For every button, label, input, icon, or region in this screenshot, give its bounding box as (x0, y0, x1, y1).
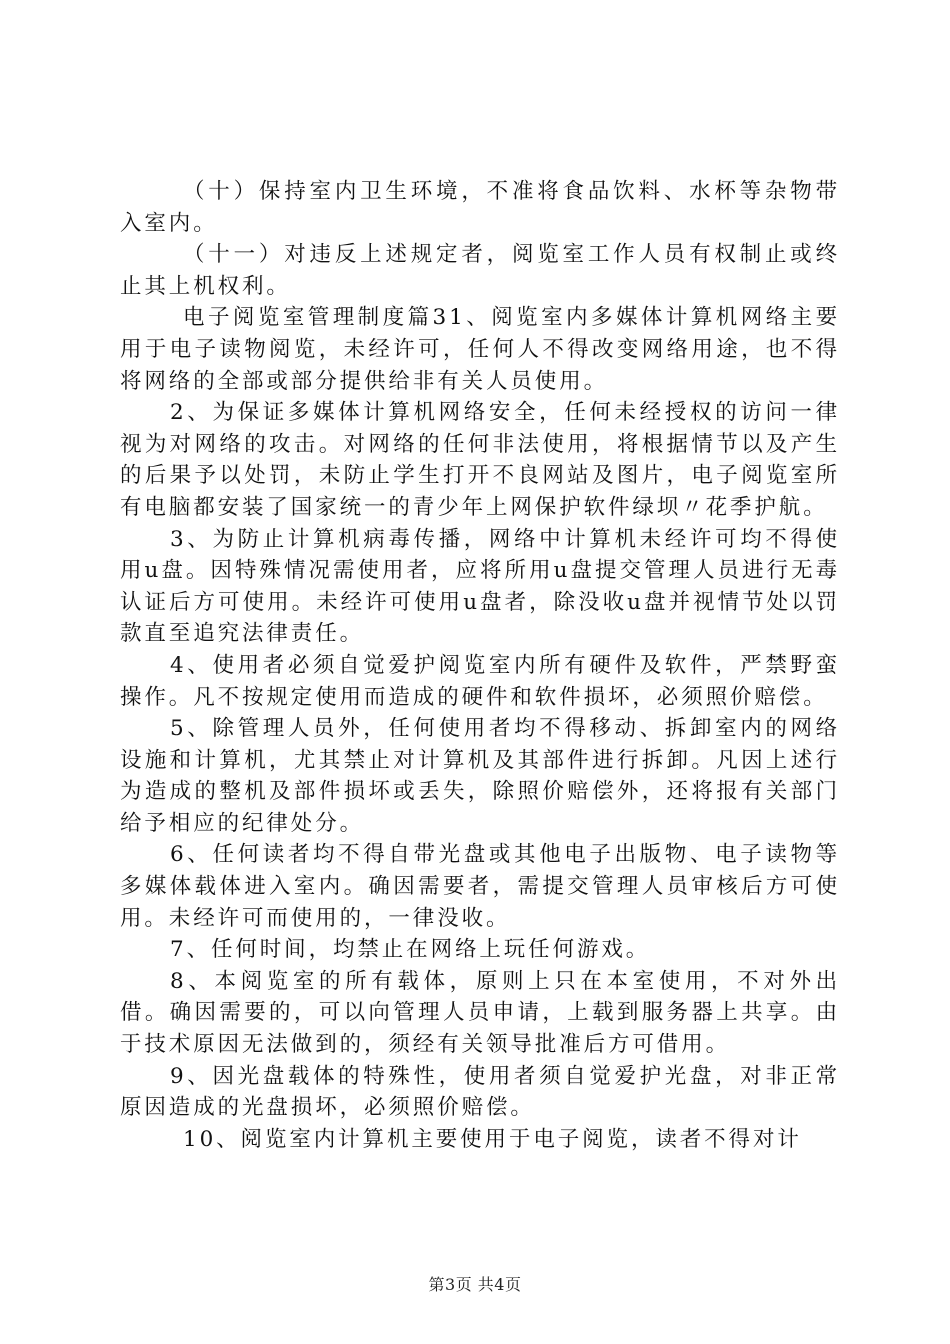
page-footer (0, 1272, 950, 1295)
paragraph-item-5: 5、除管理人员外，任何使用者均不得移动、拆卸室内的网络设施和计算机，尤其禁止对计算机及其部件进行拆卸。凡因上述行为造成的整机及部件损坏或丢失，除照价赔偿外，还将报有关部门给予相应的纪律处分。 (120, 716, 840, 836)
paragraph-item-6: 6、任何读者均不得自带光盘或其他电子出版物、电子读物等多媒体载体进入室内。确因需要者，需提交管理人员审核后方可使用。未经许可而使用的，一律没收。 (120, 842, 840, 931)
paragraph-item-9: 9、因光盘载体的特殊性，使用者须自觉爱护光盘，对非正常原因造成的光盘损坏，必须照价赔偿。 (120, 1063, 840, 1121)
paragraph-item-10: 10、阅览室内计算机主要使用于电子阅览，读者不得对计 (183, 1126, 802, 1152)
document-body (120, 176, 840, 1155)
paragraph-item-8: 8、本阅览室的所有载体，原则上只在本室使用，不对外出借。确因需要的，可以向管理人员申请，上载到服务器上共享。由于技术原因无法做到的，须经有关领导批准后方可借用。 (120, 968, 840, 1058)
paragraph-rule-10: （十）保持室内卫生环境，不准将食品饮料、水杯等杂物带入室内。 (120, 179, 840, 236)
page-number-label: 第3页 共4页 (428, 1275, 522, 1294)
paragraph-rule-11: （十一）对违反上述规定者，阅览室工作人员有权制止或终止其上机权利。 (120, 242, 840, 299)
paragraph-item-7: 7、任何时间，均禁止在网络上玩任何游戏。 (170, 937, 651, 963)
paragraph-item-4: 4、使用者必须自觉爱护阅览室内所有硬件及软件，严禁野蛮操作。凡不按规定使用而造成的硬件和软件损坏，必须照价赔偿。 (120, 652, 840, 710)
paragraph-section-3-item-1: 电子阅览室管理制度篇31、阅览室内多媒体计算机网络主要用于电子读物阅览，未经许可，任何人不得改变网络用途，也不得将网络的全部或部分提供给非有关人员使用。 (120, 305, 840, 394)
paragraph-item-2: 2、为保证多媒体计算机网络安全，任何未经授权的访问一律视为对网络的攻击。对网络的任何非法使用，将根据情节以及产生的后果予以处罚，未防止学生打开不良网站及图片，电子阅览室所有电脑都安装了国家统一的青少年上网保护软件绿坝〃花季护航。 (120, 400, 840, 520)
paragraph-item-3: 3、为防止计算机病毒传播，网络中计算机未经许可均不得使用u盘。因特殊情况需使用者，应将所用u盘提交管理人员进行无毒认证后方可使用。未经许可使用u盘者，除没收u盘并视情节处以罚款直至追究法律责任。 (120, 526, 840, 647)
